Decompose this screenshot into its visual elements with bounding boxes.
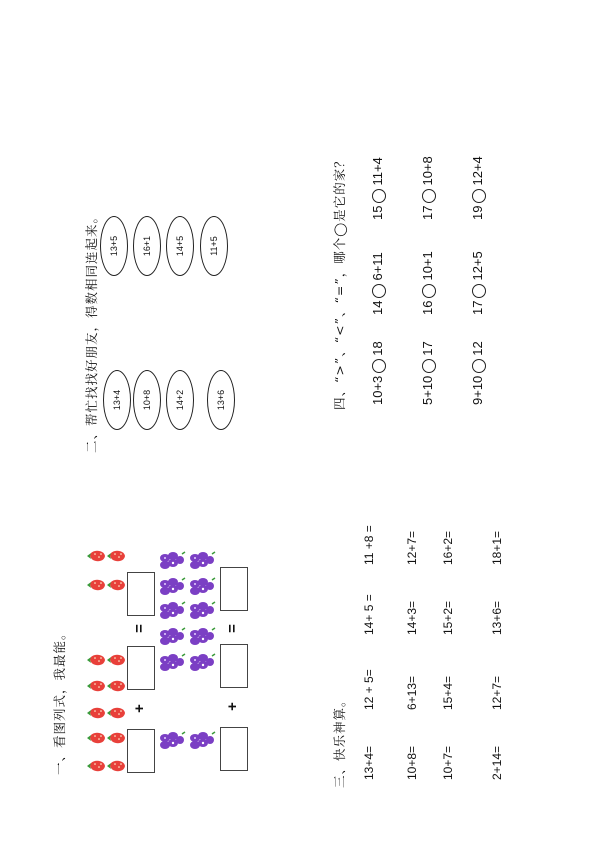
strawberry-icon — [86, 703, 108, 727]
grape-icon — [186, 626, 216, 652]
compare-right: 10+1 — [420, 251, 435, 281]
compare-item — [370, 157, 386, 220]
grape-icon — [156, 652, 186, 678]
strawberry-icon — [106, 728, 128, 752]
strawberry-icon — [106, 546, 128, 570]
compare-circle[interactable] — [472, 284, 486, 298]
compare-left: 17 — [420, 205, 435, 220]
compare-left: 16 — [420, 300, 435, 315]
strawberry-icon — [86, 546, 108, 570]
match-right-label: 14+5 — [175, 235, 185, 257]
plus-sign-1: + — [130, 704, 148, 713]
calc-problem[interactable]: 12 + 5= — [362, 669, 376, 710]
calc-problem[interactable]: 15+2= — [441, 600, 455, 635]
compare-right: 12+5 — [470, 251, 485, 281]
calc-problem[interactable]: 10+7= — [441, 745, 455, 780]
grape-icon — [156, 600, 186, 626]
compare-item — [370, 341, 386, 405]
compare-circle[interactable] — [372, 189, 386, 203]
strawberry-icon — [106, 676, 128, 700]
calc-problem[interactable]: 12+7= — [405, 530, 419, 565]
grape-icon — [156, 626, 186, 652]
grape-icon — [186, 652, 216, 678]
calc-problem[interactable]: 13+4= — [362, 745, 376, 780]
match-left-1[interactable] — [103, 370, 131, 430]
compare-circle[interactable] — [472, 189, 486, 203]
calc-problem[interactable]: 16+2= — [441, 530, 455, 565]
strawberry-icon — [106, 575, 128, 599]
compare-item — [420, 341, 436, 405]
compare-item — [370, 252, 386, 315]
equals-sign-2: = — [223, 624, 241, 633]
calc-problem[interactable]: 18+1= — [490, 530, 504, 565]
compare-circle[interactable] — [372, 284, 386, 298]
strawberry-icon — [86, 575, 108, 599]
answer-box-6[interactable] — [220, 567, 248, 611]
match-left-label: 14+2 — [175, 389, 185, 411]
compare-circle[interactable] — [422, 189, 436, 203]
grape-icon — [156, 550, 186, 576]
plus-sign-2: + — [223, 702, 241, 711]
answer-box-2[interactable] — [127, 646, 155, 690]
equals-sign-1: = — [130, 624, 148, 633]
calc-problem[interactable]: 11 +8 = — [362, 525, 376, 565]
strawberry-icon — [106, 756, 128, 780]
compare-right: 12+4 — [470, 156, 485, 186]
match-right-1[interactable] — [100, 216, 128, 276]
strawberry-icon — [106, 650, 128, 674]
grape-icon — [186, 576, 216, 602]
compare-left: 5+10 — [420, 375, 435, 405]
compare-circle[interactable] — [422, 359, 436, 373]
strawberry-icon — [86, 756, 108, 780]
compare-left: 9+10 — [470, 375, 485, 405]
calc-problem[interactable]: 14+ 5 = — [362, 594, 376, 635]
compare-right: 10+8 — [420, 156, 435, 186]
compare-right: 6+11 — [370, 252, 385, 281]
match-right-3[interactable] — [166, 216, 194, 276]
compare-circle[interactable] — [472, 359, 486, 373]
compare-left: 17 — [470, 300, 485, 315]
answer-box-4[interactable] — [220, 727, 248, 771]
calc-problem[interactable]: 10+8= — [405, 745, 419, 780]
match-left-4[interactable] — [207, 370, 235, 430]
match-left-label: 13+6 — [216, 389, 226, 411]
compare-item — [420, 251, 436, 315]
compare-circle[interactable] — [372, 359, 386, 373]
match-right-label: 13+5 — [109, 235, 119, 257]
match-left-label: 13+4 — [112, 389, 122, 411]
compare-right: 18 — [370, 341, 385, 356]
answer-box-1[interactable] — [127, 729, 155, 773]
strawberry-icon — [86, 728, 108, 752]
match-left-label: 10+8 — [142, 389, 152, 411]
answer-box-5[interactable] — [220, 644, 248, 688]
compare-right: 12 — [470, 341, 485, 356]
match-right-label: 16+1 — [142, 235, 152, 257]
compare-item — [420, 156, 436, 220]
compare-item — [470, 251, 486, 315]
compare-item — [470, 341, 486, 405]
grape-icon — [156, 576, 186, 602]
strawberry-icon — [86, 676, 108, 700]
calc-problem[interactable]: 13+6= — [490, 600, 504, 635]
match-left-2[interactable] — [133, 370, 161, 430]
grape-icon — [186, 600, 216, 626]
calc-problem[interactable]: 2+14= — [490, 745, 504, 780]
compare-right: 11+4 — [370, 157, 385, 186]
strawberry-icon — [106, 703, 128, 727]
grape-icon — [186, 730, 216, 756]
compare-left: 10+3 — [370, 375, 385, 405]
section4-title: 四、“>”、“<”、“=”，哪个◯是它的家？ — [332, 154, 347, 410]
strawberry-icon — [86, 650, 108, 674]
compare-left: 15 — [370, 205, 385, 220]
section3-title: 三、快乐神算。 — [332, 693, 347, 788]
calc-problem[interactable]: 12+7= — [490, 675, 504, 710]
answer-box-3[interactable] — [127, 572, 155, 616]
match-left-3[interactable] — [166, 370, 194, 430]
match-right-label: 11+5 — [209, 236, 219, 256]
section2-title: 二、帮忙找找好朋友，得数相同连起来。 — [84, 209, 99, 453]
compare-left: 14 — [370, 300, 385, 315]
compare-left: 19 — [470, 205, 485, 220]
section1-title: 一、看图列式，我最能。 — [52, 626, 67, 775]
grape-icon — [156, 730, 186, 756]
calc-problem[interactable]: 6+13= — [405, 675, 419, 710]
compare-right: 17 — [420, 341, 435, 356]
match-right-4[interactable] — [200, 216, 228, 276]
calc-problem[interactable]: 14+3= — [405, 600, 419, 635]
match-right-2[interactable] — [133, 216, 161, 276]
calc-problem[interactable]: 15+4= — [441, 675, 455, 710]
compare-circle[interactable] — [422, 284, 436, 298]
grape-icon — [186, 550, 216, 576]
compare-item — [470, 156, 486, 220]
